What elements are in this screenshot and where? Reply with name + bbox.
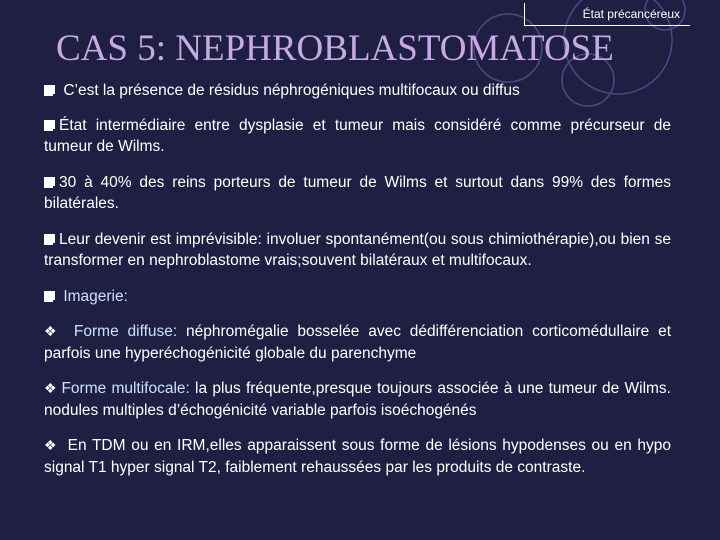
page-title: CAS 5: NEPHROBLASTOMATOSE	[56, 28, 614, 69]
square-bullet-icon	[44, 120, 55, 131]
imagerie-heading-item	[44, 286, 671, 308]
bullet-text: Leur devenir est imprévisible: involuer spontanément(ou sous chimiothérapie),ou bien se transformer en nephroblastome vrais;souvent bilatéraux et multifocaux.	[44, 230, 671, 269]
bullet-item	[44, 229, 671, 272]
diamond-bullet-icon: ❖	[44, 380, 58, 396]
diamond-bullet-icon: ❖	[44, 323, 62, 339]
imagerie-item	[44, 435, 671, 478]
imagerie-text: la plus fréquente,presque toujours associée à une tumeur de Wilms. nodules multiples d’échogénicité variable parfois isoéchogénés	[44, 380, 671, 419]
square-bullet-icon	[44, 291, 55, 302]
diamond-bullet-icon: ❖	[44, 437, 58, 453]
bullet-text: 30 à 40% des reins porteurs de tumeur de Wilms et surtout dans 99% des formes bilatérales.	[44, 173, 671, 212]
imagerie-label: Forme diffuse:	[73, 323, 178, 340]
slide-content	[44, 80, 671, 492]
imagerie-text: néphromégalie bosselée avec dédifférenciation corticomédullaire et parfois une hyperéchogénicité globale du parenchyme	[44, 323, 671, 362]
bullet-item	[44, 80, 671, 102]
bullet-item	[44, 172, 671, 215]
imagerie-text: En TDM ou en IRM,elles apparaissent sous forme de lésions hypodenses ou en hypo signal T1 hyper signal T2, faiblement rehaussées par les produits de contraste.	[44, 437, 671, 476]
section-tag: État précancéreux	[524, 3, 690, 26]
bullet-text: État intermédiaire entre dysplasie et tumeur mais considéré comme précurseur de tumeur de Wilms.	[44, 116, 671, 155]
square-bullet-icon	[44, 234, 55, 245]
bullet-text: C’est la présence de résidus néphrogéniques multifocaux ou diffus	[63, 82, 520, 99]
imagerie-label: Forme multifocale:	[61, 380, 190, 397]
imagerie-item	[44, 321, 671, 364]
imagerie-heading: Imagerie:	[63, 287, 128, 305]
imagerie-item	[44, 378, 671, 421]
square-bullet-icon	[44, 85, 55, 96]
bullet-item	[44, 115, 671, 158]
square-bullet-icon	[44, 177, 55, 188]
